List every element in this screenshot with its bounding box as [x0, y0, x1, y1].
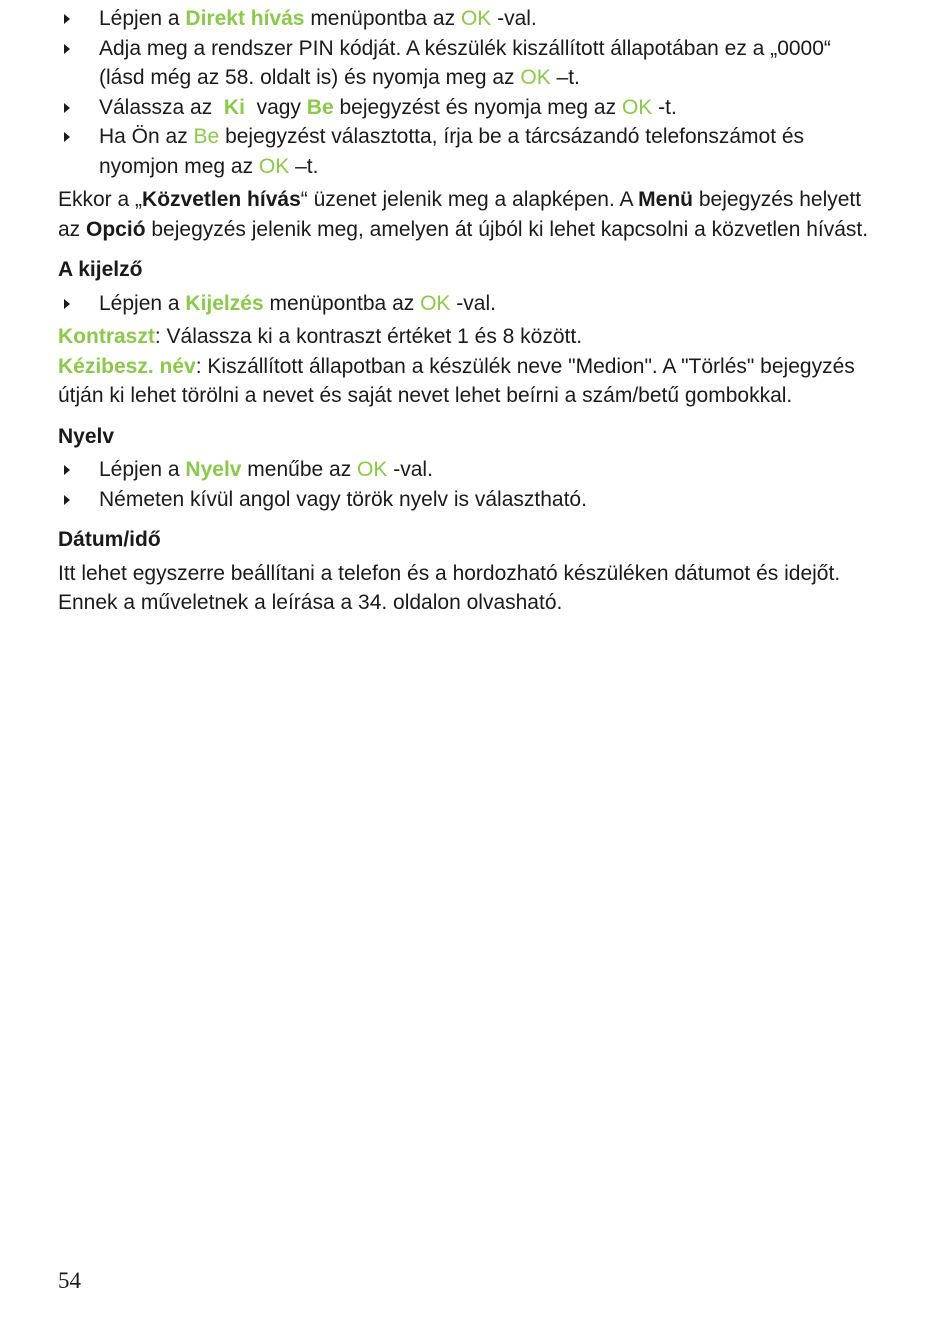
list-item: Lépjen a Kijelzés menüpontba az OK -val. — [58, 289, 878, 319]
datetime-heading: Dátum/idő — [58, 528, 161, 551]
page-content — [58, 4, 878, 618]
display-heading: A kijelző — [58, 258, 143, 281]
bullet-arrow-icon — [64, 44, 70, 54]
language-heading: Nyelv — [58, 424, 115, 448]
contrast-paragraph: Kontraszt: Válassza ki a kontraszt értéket 1 és 8 között. — [58, 325, 583, 348]
list-item: Ha Ön az Be bejegyzést választotta, írja be a tárcsázandó telefonszámot és nyomjon meg az OK –t. — [58, 122, 878, 181]
direct-call-steps — [58, 4, 878, 181]
handset-name-paragraph: Kézibesz. név: Kiszállított állapotban a készülék neve "Medion". A "Törlés" bejegyzés útján ki lehet törölni a nevet és saját nevet lehet beírni a szám/betű gombokkal. — [58, 354, 855, 407]
list-item: Németen kívül angol vagy török nyelv is választható. — [58, 485, 878, 515]
display-steps — [58, 289, 878, 319]
bullet-arrow-icon — [64, 495, 70, 505]
datetime-paragraph: Itt lehet egyszerre beállítani a telefon és a hordozható készüléken dátumot és idejőt. Ennek a műveletnek a leírása a 34. oldalon olvasható. — [58, 561, 841, 614]
bullet-arrow-icon — [64, 103, 70, 113]
bullet-arrow-icon — [64, 14, 70, 24]
direct-call-paragraph: Ekkor a „Közvetlen hívás“ üzenet jelenik meg a alapképen. A Menü bejegyzés helyett az Opció bejegyzés jelenik meg, amelyen át újból ki lehet kapcsolni a közvetlen hívást. — [58, 188, 869, 241]
bullet-arrow-icon — [64, 299, 70, 309]
bullet-arrow-icon — [64, 465, 70, 475]
list-item: Adja meg a rendszer PIN kódját. A készülék kiszállított állapotában ez a „0000“ (lásd még az 58. oldalt is) és nyomja meg az OK –t. — [58, 34, 878, 93]
list-item: Válassza az Ki vagy Be bejegyzést és nyomja meg az OK -t. — [58, 93, 878, 123]
language-steps — [58, 455, 878, 514]
page-number: 54 — [58, 1268, 81, 1293]
list-item: Lépjen a Direkt hívás menüpontba az OK -val. — [58, 4, 878, 34]
bullet-arrow-icon — [64, 132, 70, 142]
list-item: Lépjen a Nyelv menűbe az OK -val. — [58, 455, 878, 485]
